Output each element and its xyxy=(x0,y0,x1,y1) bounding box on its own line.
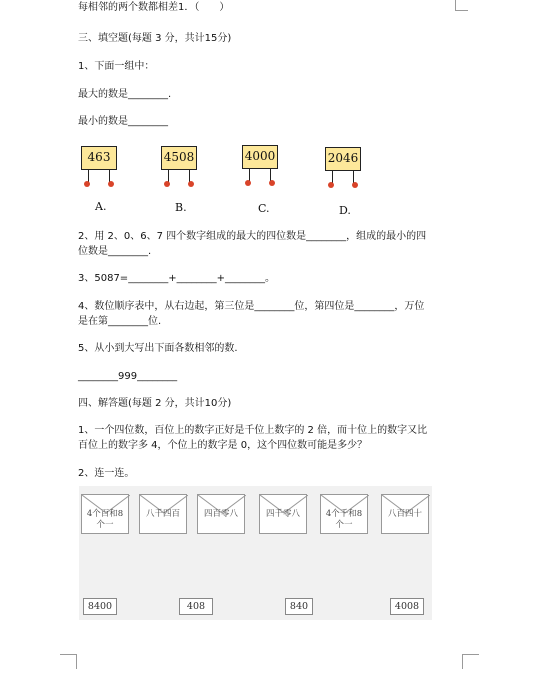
option-a-label: A. xyxy=(95,200,107,213)
envelope-text: 4个千和8个一 xyxy=(325,509,363,530)
envelope-text: 八千四百 xyxy=(145,509,180,519)
sign-foot xyxy=(269,180,275,186)
envelope-text: 四百零八 xyxy=(203,509,238,519)
number-sign-a: 463 xyxy=(81,146,117,170)
envelope-card xyxy=(320,494,368,534)
corner-mark-top-right xyxy=(455,0,468,11)
q4-line2: 是在第________位. xyxy=(78,316,162,327)
envelope-text: 八百四十 xyxy=(387,509,422,519)
q2-line1: 2、用 2、0、6、7 四个数字组成的最大的四位数是________，组成的最小的四 xyxy=(78,231,427,242)
number-box: 4008 xyxy=(390,598,424,615)
q4-line1: 4、数位顺序表中，从右边起，第三位是________位，第四位是________，万位 xyxy=(78,301,425,312)
q1-min-line: 最小的数是________ xyxy=(78,116,168,127)
corner-mark-bottom-right xyxy=(462,654,479,669)
q5-stem: 5、从小到大写出下面各数相邻的数. xyxy=(78,343,238,354)
section3-title: 三、填空题(每题 3 分，共计15分) xyxy=(78,33,232,44)
envelope-card xyxy=(139,494,187,534)
s4-q1-line1: 1、一个四位数，百位上的数字正好是千位上数字的 2 倍，而十位上的数字又比 xyxy=(78,425,428,436)
number-box: 408 xyxy=(179,598,213,615)
envelope-text: 四千零八 xyxy=(265,509,300,519)
sign-foot xyxy=(188,181,194,187)
previous-question-tail: 每相邻的两个数都相差1．（ ） xyxy=(78,2,230,13)
q1-max-line: 最大的数是________. xyxy=(78,89,172,100)
envelope-card xyxy=(381,494,429,534)
envelope-card xyxy=(81,494,129,534)
corner-mark-bottom-left xyxy=(60,654,77,669)
s4-q1-line2: 百位上的数字多 4，个位上的数字是 0，这个四位数可能是多少？ xyxy=(78,440,368,451)
number-box: 840 xyxy=(285,598,313,615)
q2-line2: 位数是________. xyxy=(78,246,152,257)
number-sign-d: 2046 xyxy=(325,147,361,171)
q1-stem: 1、下面一组中： xyxy=(78,61,155,72)
sign-foot xyxy=(352,182,358,188)
q3-line: 3、5087=________+________+________。 xyxy=(78,273,275,284)
sign-foot xyxy=(84,181,90,187)
option-b-label: B. xyxy=(175,201,187,214)
number-box: 8400 xyxy=(83,598,117,615)
section4-title: 四、解答题(每题 2 分，共计10分) xyxy=(78,398,232,409)
option-d-label: D. xyxy=(339,204,351,217)
q5-answer-line: ________999________ xyxy=(78,371,178,382)
sign-foot xyxy=(245,180,251,186)
s4-q2-stem: 2、连一连。 xyxy=(78,468,135,479)
envelope-card xyxy=(259,494,307,534)
sign-foot xyxy=(164,181,170,187)
number-sign-c: 4000 xyxy=(242,145,278,169)
envelope-text: 4个百和8个一 xyxy=(86,509,124,530)
sign-foot xyxy=(328,182,334,188)
number-sign-b: 4508 xyxy=(161,146,197,170)
option-c-label: C. xyxy=(258,202,270,215)
matching-picture xyxy=(79,486,432,620)
envelope-card xyxy=(197,494,245,534)
sign-foot xyxy=(108,181,114,187)
